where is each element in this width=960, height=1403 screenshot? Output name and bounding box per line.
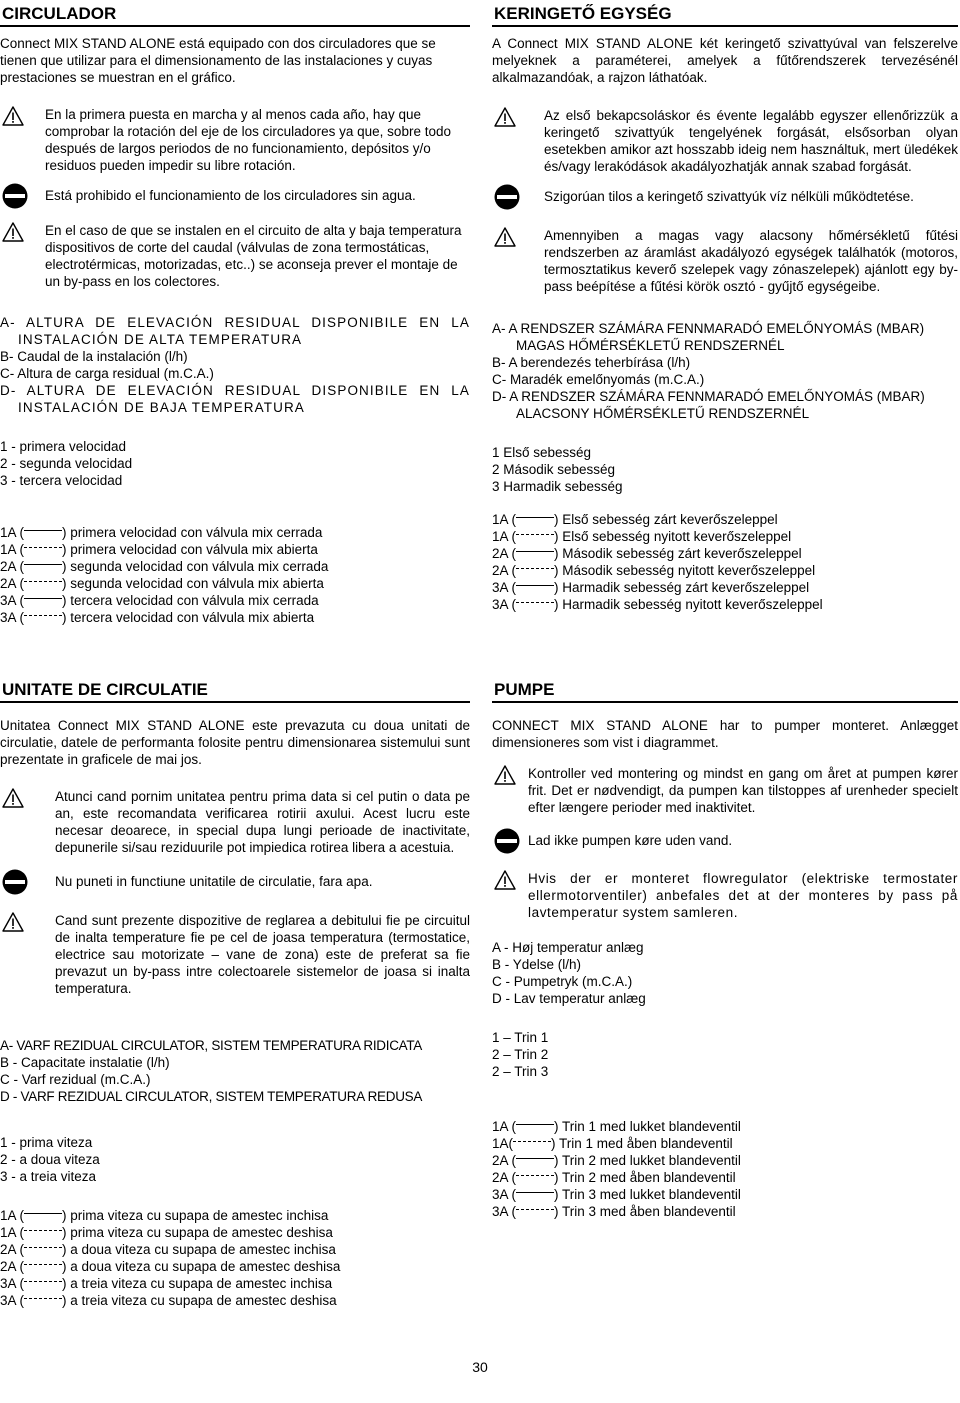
speed-item: 3 Harmadik sebesség bbox=[492, 479, 623, 494]
warning-note: Amennyiben a magas vagy alacsony hőmérsékletű fűtési rendszerben az áramlást akadályozó egységek találhatók (motoros, termosztatikus keverő szelepek vagy zónaszelepek) ajánlott egy by-pass beépítése a fűtési körök osztó - gyűjtő egységeibe. bbox=[492, 227, 958, 295]
chart-legend bbox=[492, 939, 958, 1007]
solid-line-swatch bbox=[516, 1158, 554, 1168]
solid-line-swatch bbox=[24, 564, 62, 574]
curve-description: ) prima viteza cu supapa de amestec inchisa bbox=[62, 1208, 329, 1223]
curve-description: ) Trin 1 med åben blandeventil bbox=[551, 1136, 733, 1151]
curve-label: 2A ( bbox=[492, 563, 517, 578]
warning-icon bbox=[494, 765, 516, 785]
section-title: UNITATE DE CIRCULATIE bbox=[0, 680, 470, 703]
dashed-line-swatch bbox=[513, 1141, 551, 1151]
curve-description: ) Második sebesség zárt keverőszeleppel bbox=[554, 546, 802, 561]
speed-item: 2 – Trin 3 bbox=[492, 1064, 549, 1079]
legend-item: D- A RENDSZER SZÁMÁRA FENNMARADÓ EMELŐNYOMÁS (MBAR) ALACSONY HŐMÉRSÉKLETŰ RENDSZERNÉL bbox=[492, 389, 925, 421]
prohibition-note: Está prohibido el funcionamiento de los circuladores sin agua. bbox=[0, 187, 470, 209]
curve-legend-item bbox=[492, 1203, 958, 1220]
curve-label: 3A ( bbox=[0, 1293, 25, 1308]
warning-note: Cand sunt prezente dispozitive de reglarea a debitului fie pe circuitul de inalta temperature fie pe cel de joasa temperatura (termostatice, electrice sau motorizate – vane de zona) este de preferat sa fie prevazut un by-pass intre colectoarele sistemelor de joasa si inalta temperatura. bbox=[0, 912, 470, 997]
speed-list bbox=[492, 444, 958, 495]
curve-label: 3A ( bbox=[0, 610, 25, 625]
warning-note: En el caso de que se instalen en el circuito de alta y baja temperatura dispositivos de corte del caudal (válvulas de zona termostáticas, electrotérmicas, motorizadas, etc..) se aconseja prever el montaje de un by-pass en los colectores. bbox=[0, 222, 470, 290]
curve-label: 3A ( bbox=[492, 1204, 517, 1219]
section-es bbox=[0, 4, 470, 648]
dashed-line-swatch bbox=[24, 581, 62, 591]
curve-description: ) Első sebesség zárt keverőszeleppel bbox=[554, 512, 778, 527]
warning-icon bbox=[494, 107, 516, 127]
chart-legend bbox=[0, 314, 470, 416]
legend-item: C - Pumpetryk (m.C.A.) bbox=[492, 974, 633, 989]
curve-description: ) Trin 1 med lukket blandeventil bbox=[554, 1119, 741, 1134]
curve-legend-item bbox=[492, 545, 958, 562]
dashed-line-swatch bbox=[24, 1230, 62, 1240]
curve-description: ) segunda velocidad con válvula mix cerrada bbox=[62, 559, 329, 574]
dashed-line-swatch bbox=[516, 534, 554, 544]
legend-item: B- Caudal de la instalación (l/h) bbox=[0, 349, 188, 364]
curve-description: ) Trin 3 med lukket blandeventil bbox=[554, 1187, 741, 1202]
curve-legend-item bbox=[0, 1258, 470, 1275]
legend-item: B - Ydelse (l/h) bbox=[492, 957, 582, 972]
dashed-line-swatch bbox=[24, 1281, 62, 1291]
curve-description: ) primera velocidad con válvula mix abierta bbox=[62, 542, 318, 557]
curve-description: ) Harmadik sebesség nyitott keverőszeleppel bbox=[554, 597, 823, 612]
warning-icon bbox=[2, 106, 24, 126]
curve-label: 1A ( bbox=[492, 529, 517, 544]
warning-note: En la primera puesta en marcha y al menos cada año, hay que comprobar la rotación del eje de los circuladores ya que, sobre todo después de largos periodos de no funcionamiento, depósitos y/o residuos pueden impedir su libre rotación. bbox=[0, 106, 470, 174]
solid-line-swatch bbox=[516, 517, 554, 527]
curve-legend-item bbox=[492, 511, 958, 528]
warning-icon bbox=[2, 912, 24, 932]
curve-label: 2A ( bbox=[492, 1170, 517, 1185]
dashed-line-swatch bbox=[24, 1264, 62, 1274]
dashed-line-swatch bbox=[516, 568, 554, 578]
curve-label: 2A ( bbox=[0, 559, 25, 574]
warning-note: Atunci cand pornim unitatea pentru prima data si cel putin o data pe an, este recomandata verificarea rotirii axului. Acest lucru este necesar deoarece, in special dupa lungi perioade de inactivitate, depunerile si/sau reziduurile pot impiedica rotirea libera a acestuia. bbox=[0, 788, 470, 856]
legend-item: B- A berendezés teherbírása (l/h) bbox=[492, 355, 691, 370]
curve-legend-item bbox=[0, 1292, 470, 1309]
legend-item: A- VARF REZIDUAL CIRCULATOR, SISTEM TEMPERATURA RIDICATA bbox=[0, 1038, 423, 1053]
curve-label: 2A ( bbox=[0, 1242, 25, 1257]
warning-note: Az első bekapcsoláskor és évente legalább egyszer ellenőrizzük a keringető szivattyúk tengelyének forgását, elsősorban olyan esetekben amikor azt hosszabb ideig nem használtuk, mert üledékek és/vagy lerakódások akadályozhatják annak szabad forgását. bbox=[492, 107, 958, 175]
curve-legend-item bbox=[492, 1135, 958, 1152]
curve-description: ) a doua viteza cu supapa de amestec deshisa bbox=[62, 1259, 341, 1274]
prohibited-icon bbox=[494, 184, 520, 210]
curve-label: 1A ( bbox=[492, 1119, 517, 1134]
prohibited-icon bbox=[494, 828, 520, 854]
intro-paragraph: A Connect MIX STAND ALONE két keringető szivattyúval van felszerelve melyeknek a paraméterei, amelyek a fűtőrendszerek tervezésénél alkalmazandóak, a rajzon láthatóak. bbox=[492, 36, 958, 85]
speed-item: 1 – Trin 1 bbox=[492, 1030, 549, 1045]
solid-line-swatch bbox=[24, 530, 62, 540]
dashed-line-swatch bbox=[24, 547, 62, 557]
curve-description: ) Trin 2 med lukket blandeventil bbox=[554, 1153, 741, 1168]
curve-legend-item bbox=[0, 558, 470, 575]
curve-description: ) Második sebesség nyitott keverőszeleppel bbox=[554, 563, 816, 578]
curve-legend-item bbox=[492, 1118, 958, 1135]
curve-list bbox=[492, 511, 958, 613]
speed-list bbox=[0, 1134, 470, 1185]
section-da bbox=[492, 680, 958, 1242]
dashed-line-swatch bbox=[24, 1247, 62, 1257]
solid-line-swatch bbox=[24, 1213, 62, 1223]
prohibition-note: Szigorúan tilos a keringető szivattyúk víz nélküli működtetése. bbox=[492, 188, 958, 210]
section-ro bbox=[0, 680, 470, 1331]
curve-description: ) a treia viteza cu supapa de amestec deshisa bbox=[62, 1293, 337, 1308]
curve-label: 1A ( bbox=[0, 525, 25, 540]
warning-icon bbox=[2, 222, 24, 242]
section-title: CIRCULADOR bbox=[0, 4, 470, 27]
solid-line-swatch bbox=[516, 585, 554, 595]
legend-item: A- ALTURA DE ELEVACIÓN RESIDUAL DISPONIBILE EN LA INSTALACIÓN DE ALTA TEMPERATURA bbox=[0, 315, 470, 347]
speed-list bbox=[0, 438, 470, 489]
speed-item: 1 Első sebesség bbox=[492, 445, 592, 460]
curve-legend-item bbox=[492, 596, 958, 613]
curve-legend-item bbox=[492, 528, 958, 545]
intro-paragraph: CONNECT MIX STAND ALONE har to pumper monteret. Anlægget dimensioneres som vist i diagrammet. bbox=[492, 718, 958, 750]
curve-description: ) a treia viteza cu supapa de amestec inchisa bbox=[62, 1276, 333, 1291]
section-hu bbox=[492, 4, 958, 635]
curve-legend-item bbox=[0, 575, 470, 592]
legend-item: B - Capacitate instalatie (l/h) bbox=[0, 1055, 170, 1070]
curve-legend-item bbox=[0, 541, 470, 558]
prohibition-note: Lad ikke pumpen køre uden vand. bbox=[492, 832, 958, 854]
dashed-line-swatch bbox=[516, 1175, 554, 1185]
curve-legend-item bbox=[0, 1207, 470, 1224]
speed-item: 2 Második sebesség bbox=[492, 462, 616, 477]
speed-item: 2 – Trin 2 bbox=[492, 1047, 549, 1062]
curve-description: ) segunda velocidad con válvula mix abierta bbox=[62, 576, 324, 591]
warning-icon bbox=[494, 227, 516, 247]
curve-label: 2A ( bbox=[0, 576, 25, 591]
speed-item: 2 - segunda velocidad bbox=[0, 456, 133, 471]
solid-line-swatch bbox=[24, 598, 62, 608]
solid-line-swatch bbox=[516, 1192, 554, 1202]
prohibited-icon bbox=[2, 869, 28, 895]
curve-label: 3A ( bbox=[492, 580, 517, 595]
section-title: PUMPE bbox=[492, 680, 958, 703]
curve-label: 3A ( bbox=[492, 597, 517, 612]
dashed-line-swatch bbox=[24, 1298, 62, 1308]
curve-label: 2A ( bbox=[492, 546, 517, 561]
solid-line-swatch bbox=[516, 551, 554, 561]
solid-line-swatch bbox=[516, 1124, 554, 1134]
curve-legend-item bbox=[0, 524, 470, 541]
legend-item: A- A RENDSZER SZÁMÁRA FENNMARADÓ EMELŐNYOMÁS (MBAR) MAGAS HŐMÉRSÉKLETŰ RENDSZERNÉL bbox=[492, 321, 925, 353]
speed-item: 3 - tercera velocidad bbox=[0, 473, 123, 488]
speed-item: 2 - a doua viteza bbox=[0, 1152, 100, 1167]
legend-item: C - Varf rezidual (m.C.A.) bbox=[0, 1072, 151, 1087]
curve-list bbox=[0, 524, 470, 626]
chart-legend bbox=[492, 320, 958, 422]
intro-paragraph: Unitatea Connect MIX STAND ALONE este prevazuta cu doua unitati de circulatie, datele de performanta folosite pentru dimensionarea sistemului sunt prezentate in graficele de mai jos. bbox=[0, 718, 470, 767]
legend-item: C- Altura de carga residual (m.C.A.) bbox=[0, 366, 214, 381]
curve-description: ) tercera velocidad con válvula mix cerrada bbox=[62, 593, 319, 608]
speed-item: 1 - prima viteza bbox=[0, 1135, 93, 1150]
curve-description: ) prima viteza cu supapa de amestec deshisa bbox=[62, 1225, 333, 1240]
legend-item: D- ALTURA DE ELEVACIÓN RESIDUAL DISPONIBILE EN LA INSTALACIÓN DE BAJA TEMPERATURA bbox=[0, 383, 470, 415]
curve-description: ) Trin 2 med åben blandeventil bbox=[554, 1170, 736, 1185]
curve-description: ) a doua viteza cu supapa de amestec inchisa bbox=[62, 1242, 336, 1257]
chart-legend bbox=[0, 1037, 470, 1105]
curve-list bbox=[492, 1118, 958, 1220]
curve-legend-item bbox=[492, 579, 958, 596]
prohibition-note: Nu puneti in functiune unitatile de circulatie, fara apa. bbox=[0, 873, 470, 895]
curve-list bbox=[0, 1207, 470, 1309]
curve-label: 1A ( bbox=[0, 1225, 25, 1240]
legend-item: A - Høj temperatur anlæg bbox=[492, 940, 644, 955]
warning-icon bbox=[494, 870, 516, 890]
curve-label: 1A ( bbox=[492, 512, 517, 527]
curve-label: 3A ( bbox=[492, 1187, 517, 1202]
curve-label: 1A( bbox=[492, 1136, 514, 1151]
curve-description: ) tercera velocidad con válvula mix abierta bbox=[62, 610, 315, 625]
curve-legend-item bbox=[0, 592, 470, 609]
curve-label: 1A ( bbox=[0, 542, 25, 557]
dashed-line-swatch bbox=[24, 615, 62, 625]
warning-icon bbox=[2, 788, 24, 808]
curve-label: 3A ( bbox=[0, 593, 25, 608]
section-title: KERINGETŐ EGYSÉG bbox=[492, 4, 958, 27]
curve-legend-item bbox=[0, 609, 470, 626]
dashed-line-swatch bbox=[516, 602, 554, 612]
page-number: 30 bbox=[472, 1359, 488, 1375]
curve-label: 2A ( bbox=[492, 1153, 517, 1168]
curve-legend-item bbox=[492, 1169, 958, 1186]
curve-legend-item bbox=[0, 1224, 470, 1241]
curve-label: 3A ( bbox=[0, 1276, 25, 1291]
curve-description: ) Trin 3 med åben blandeventil bbox=[554, 1204, 736, 1219]
curve-legend-item bbox=[0, 1275, 470, 1292]
curve-description: ) Harmadik sebesség zárt keverőszeleppel bbox=[554, 580, 810, 595]
curve-label: 1A ( bbox=[0, 1208, 25, 1223]
legend-item: D - Lav temperatur anlæg bbox=[492, 991, 646, 1006]
speed-list bbox=[492, 1029, 958, 1080]
warning-note: Hvis der er monteret flowregulator (elektriske termostater ellermotorventiler) anbefales det at der monteres by pass på lavtemperatur system samleren. bbox=[492, 870, 958, 921]
prohibited-icon bbox=[2, 183, 28, 209]
speed-item: 1 - primera velocidad bbox=[0, 439, 127, 454]
speed-item: 3 - a treia viteza bbox=[0, 1169, 97, 1184]
curve-description: ) Első sebesség nyitott keverőszeleppel bbox=[554, 529, 792, 544]
legend-item: D - VARF REZIDUAL CIRCULATOR, SISTEM TEMPERATURA REDUSA bbox=[0, 1089, 423, 1104]
legend-item: C- Maradék emelőnyomás (m.C.A.) bbox=[492, 372, 705, 387]
curve-label: 2A ( bbox=[0, 1259, 25, 1274]
curve-legend-item bbox=[492, 1186, 958, 1203]
dashed-line-swatch bbox=[516, 1209, 554, 1219]
curve-description: ) primera velocidad con válvula mix cerrada bbox=[62, 525, 323, 540]
intro-paragraph: Connect MIX STAND ALONE está equipado con dos circuladores que se tienen que utilizar para el dimensionamento de las instalaciones y cuyas prestaciones se muestran en el gráfico. bbox=[0, 36, 436, 85]
curve-legend-item bbox=[492, 562, 958, 579]
curve-legend-item bbox=[0, 1241, 470, 1258]
curve-legend-item bbox=[492, 1152, 958, 1169]
warning-note: Kontroller ved montering og mindst en gang om året at pumpen kører frit. Det er nødvendigt, da pumpen kan tilstoppes af urenheder specielt efter længere perioder med inaktivitet. bbox=[492, 765, 958, 816]
